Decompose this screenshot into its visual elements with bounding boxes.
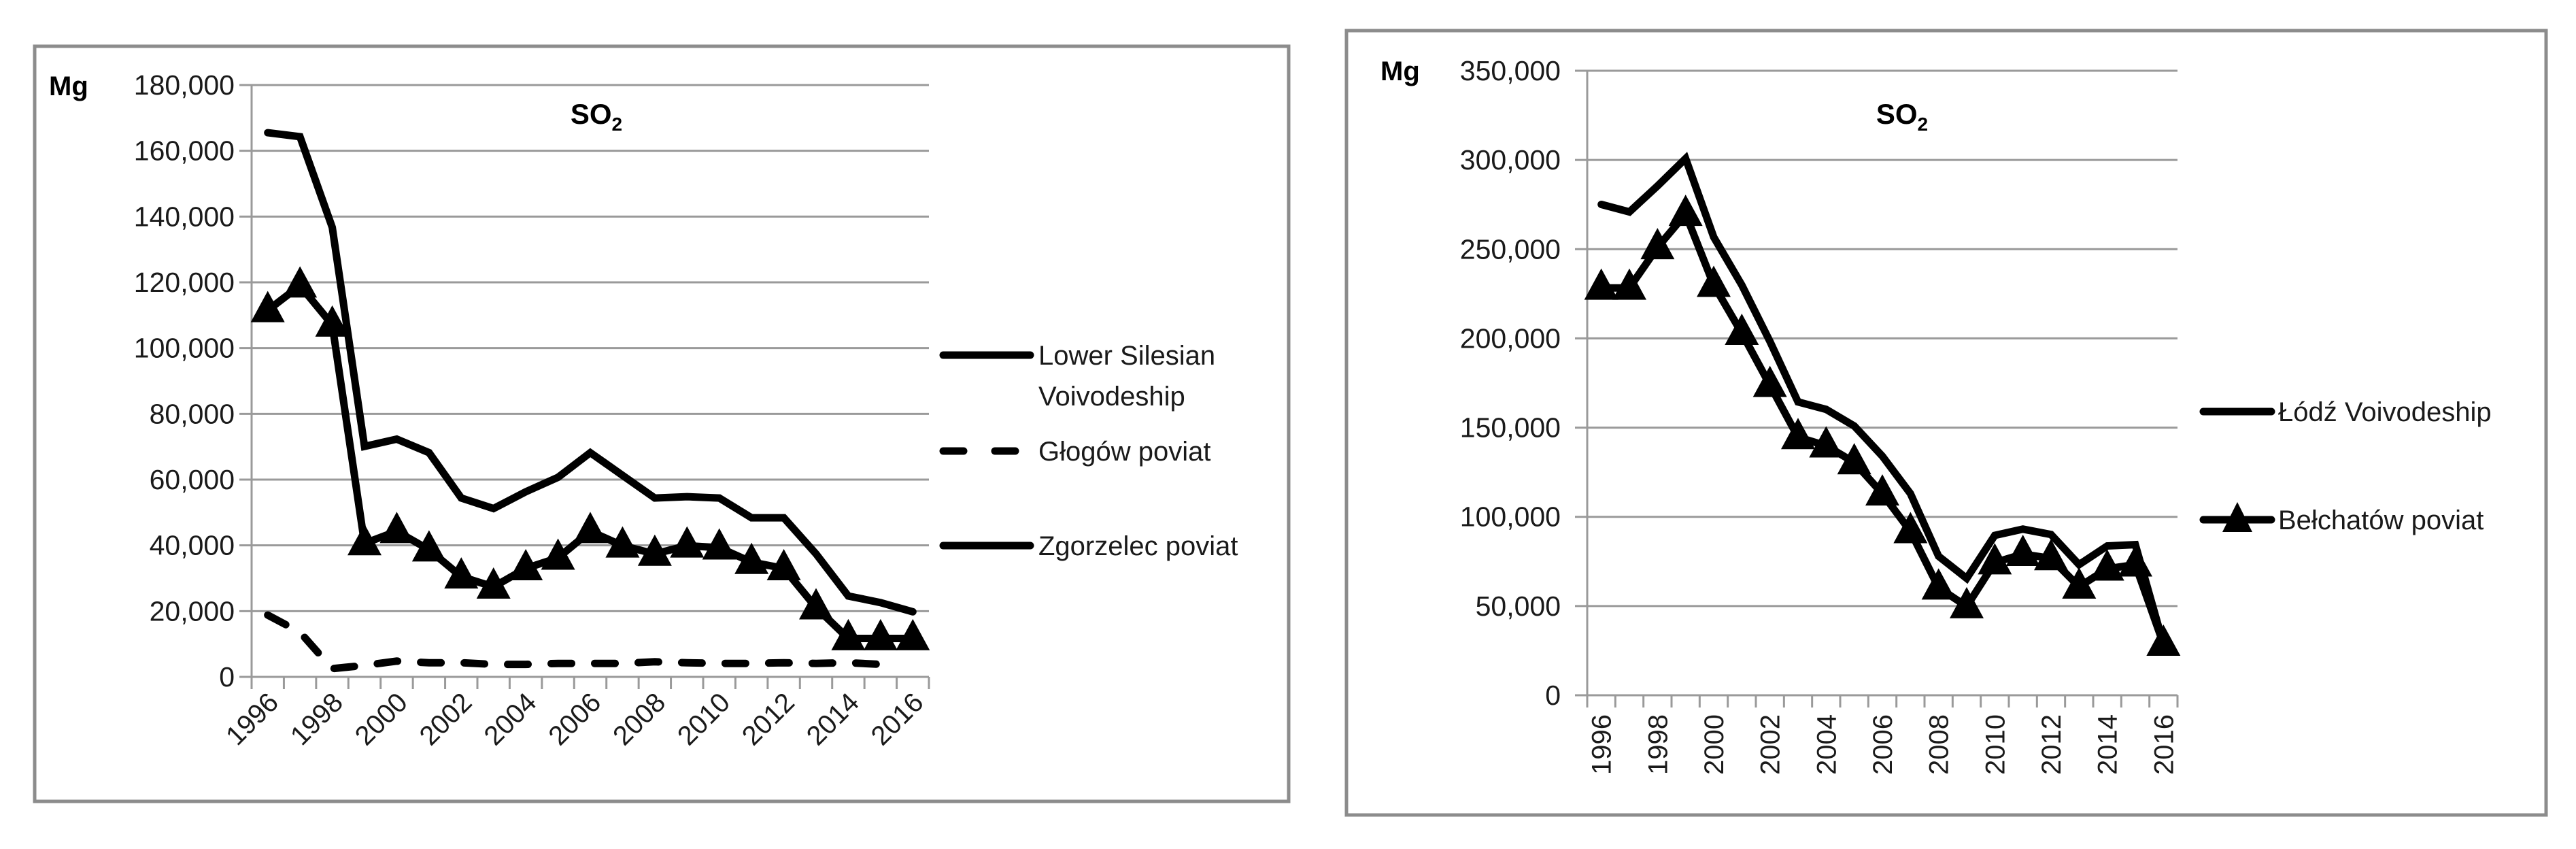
- y-tick-label: 0: [1545, 680, 1561, 711]
- legend-label: Bełchatów poviat: [2278, 505, 2484, 535]
- legend-label: Głogów poviat: [1038, 437, 1211, 467]
- title-main: SO: [1876, 98, 1918, 130]
- y-tick-label: 300,000: [1459, 144, 1561, 176]
- title-main: SO: [570, 98, 612, 130]
- y-tick-label: 350,000: [1459, 55, 1561, 86]
- legend-label: Zgorzelec poviat: [1038, 531, 1238, 561]
- x-tick-label: 2014: [2092, 714, 2123, 775]
- y-tick-label: 0: [219, 661, 235, 693]
- y-tick-label: 250,000: [1459, 233, 1561, 265]
- y-tick-label: 60,000: [149, 464, 235, 495]
- x-tick-label: 2004: [1812, 714, 1842, 775]
- y-unit-label: Mg: [49, 71, 88, 101]
- y-tick-label: 50,000: [1475, 590, 1561, 622]
- x-tick-label: 2016: [865, 687, 930, 752]
- x-tick-label: 2014: [800, 687, 865, 752]
- x-tick-label: 2010: [1980, 714, 2011, 775]
- x-tick-label: 1996: [1587, 714, 1617, 775]
- x-tick-label: 2016: [2149, 714, 2180, 775]
- x-tick-label: 2000: [1699, 714, 1729, 775]
- x-tick-label: 1998: [1643, 714, 1674, 775]
- y-tick-label: 120,000: [133, 267, 235, 298]
- legend-label: Voivodeship: [1038, 382, 1185, 412]
- x-tick-label: 2010: [672, 687, 736, 752]
- y-tick-label: 150,000: [1459, 412, 1561, 444]
- y-tick-label: 160,000: [133, 135, 235, 167]
- legend-label: Łódź Voivodeship: [2278, 397, 2492, 427]
- legend-label: Lower Silesian: [1038, 341, 1216, 371]
- y-tick-label: 100,000: [1459, 501, 1561, 533]
- x-tick-label: 2008: [1924, 714, 1954, 775]
- y-tick-label: 80,000: [149, 398, 235, 430]
- y-tick-label: 200,000: [1459, 322, 1561, 354]
- x-tick-label: 2012: [736, 687, 800, 752]
- x-tick-label: 2002: [413, 687, 478, 752]
- x-tick-label: 1998: [284, 687, 349, 752]
- x-tick-label: 2004: [478, 687, 543, 752]
- y-tick-label: 40,000: [149, 529, 235, 561]
- x-tick-label: 2006: [543, 687, 607, 752]
- title-subscript: 2: [1917, 114, 1929, 135]
- x-tick-label: 2012: [2037, 714, 2067, 775]
- chart-lower-silesian-so2: [35, 46, 1289, 801]
- y-tick-label: 140,000: [133, 201, 235, 233]
- title-subscript: 2: [611, 114, 623, 135]
- x-tick-label: 2002: [1755, 714, 1786, 775]
- chart-lodz-so2: [1346, 31, 2546, 815]
- x-tick-label: 1996: [220, 687, 285, 752]
- y-tick-label: 100,000: [133, 332, 235, 364]
- y-unit-label: Mg: [1380, 56, 1420, 86]
- y-tick-label: 20,000: [149, 595, 235, 627]
- y-tick-label: 180,000: [133, 69, 235, 101]
- x-tick-label: 2008: [607, 687, 672, 752]
- x-tick-label: 2000: [349, 687, 413, 752]
- x-tick-label: 2006: [1868, 714, 1898, 775]
